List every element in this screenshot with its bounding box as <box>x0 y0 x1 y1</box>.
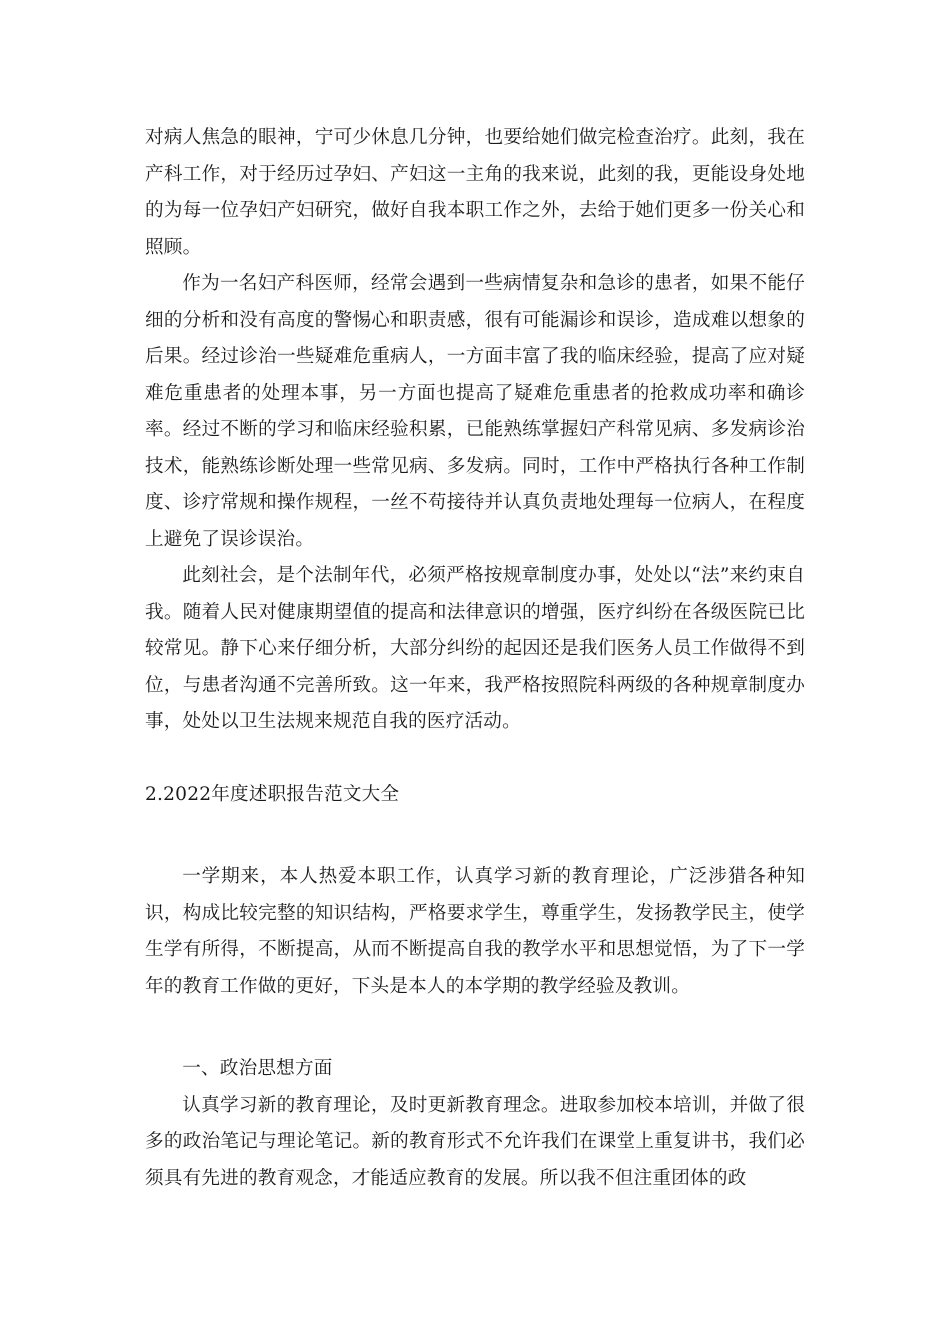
paragraph-1: 对病人焦急的眼神，宁可少休息几分钟，也要给她们做完检查治疗。此刻，我在产科工作，对于经历过孕妇、产妇这一主角的我来说，此刻的我，更能设身处地的为每一位孕妇产妇研究，做好自我本职工作之外，去给于她们更多一份关心和照顾。 <box>145 127 805 258</box>
paragraph-5: 认真学习新的教育理论，及时更新教育理念。进取参加校本培训，并做了很多的政治笔记与理论笔记。新的教育形式不允许我们在课堂上重复讲书，我们必须具有先进的教育观念，才能适应教育的发展。所以我不但注重团体的政 <box>145 1094 805 1189</box>
section-title: 2.2022年度述职报告范文大全 <box>145 783 400 805</box>
paragraph-3: 此刻社会，是个法制年代，必须严格按规章制度办事，处处以“法”来约束自我。随着人民对健康期望值的提高和法律意识的增强，医疗纠纷在各级医院已比较常见。静下心来仔细分析，大部分纠纷的起因还是我们医务人员工作做得不到位，与患者沟通不完善所致。这一年来，我严格按照院科两级的各种规章制度办事，处处以卫生法规来规范自我的医疗活动。 <box>145 565 805 732</box>
paragraph-2: 作为一名妇产科医师，经常会遇到一些病情复杂和急诊的患者，如果不能仔细的分析和没有高度的警惕心和职责感，很有可能漏诊和误诊，造成难以想象的后果。经过诊治一些疑难危重病人，一方面丰富了我的临床经验，提高了应对疑难危重患者的处理本事，另一方面也提高了疑难危重患者的抢救成功率和确诊率。经过不断的学习和临床经验积累，已能熟练掌握妇产科常见病、多发病诊治技术，能熟练诊断处理一些常见病、多发病。同时，工作中严格执行各种工作制度、诊疗常规和操作规程，一丝不苟接待并认真负责地处理每一位病人，在程度上避免了误诊误治。 <box>145 273 805 550</box>
spacer <box>145 813 805 859</box>
paragraph-4: 一学期来，本人热爱本职工作，认真学习新的教育理论，广泛涉猎各种知识，构成比较完整的知识结构，严格要求学生，尊重学生，发扬教学民主，使学生学有所得，不断提高，从而不断提高自我的教学水平和思想觉悟，为了下一学年的教育工作做的更好，下头是本人的本学期的教学经验及教训。 <box>145 866 805 997</box>
spacer <box>145 741 805 777</box>
subheading: 一、政治思想方面 <box>182 1058 333 1079</box>
document-page <box>145 120 805 1197</box>
document-body <box>145 120 805 1197</box>
spacer <box>145 1005 805 1051</box>
